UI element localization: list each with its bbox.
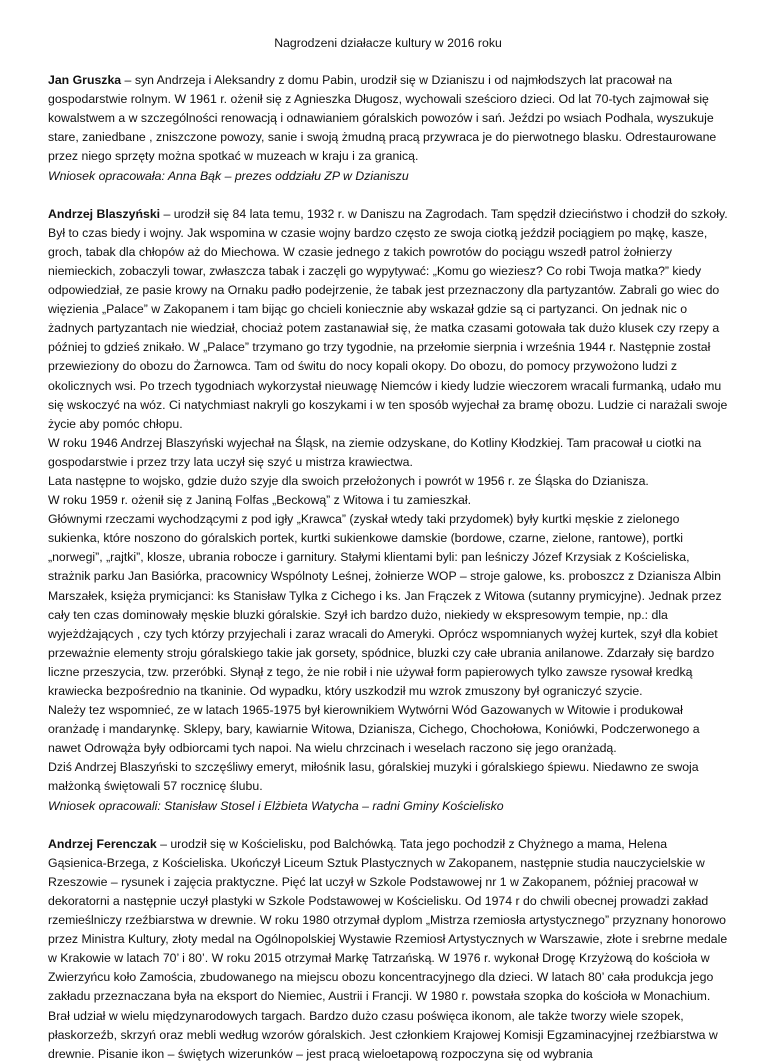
- application-author: Wniosek opracowali: Stanisław Stosel i Elżbieta Watycha – radni Gminy Kościelisko: [48, 798, 504, 813]
- entry-paragraph: Dziś Andrzej Blaszyński to szczęśliwy emeryt, miłośnik lasu, góralskiej muzyki i góralskiego śpiewu. Niedawno ze swoja małżonką świętowali 57 rocznicę ślubu.: [48, 760, 699, 794]
- award-entry-blaszynski: [48, 205, 728, 816]
- entry-paragraph: W roku 1946 Andrzej Blaszyński wyjechał na Śląsk, na ziemie odzyskane, do Kotliny Kłodzkiej. Tam pracował u ciotki na gospodarstwie i przez trzy lata uczył się szyć u mistrza krawiectwa.: [48, 435, 702, 469]
- entry-text: – urodził się w Kościelisku, pod Balchówką. Tata jego pochodził z Chyżnego a mama, Helena Gąsienica-Brzega, z Kościeliska. Ukończył Liceum Sztuk Plastycznych w Zakopanem, następnie studia nauczycielskie w Rzeszowie – rysunek i zajęcia praktyczne. Pięć lat uczył w Szkole Podstawowej nr 1 w Zakopanem, później pracował w dekoratorni a następnie uczył plastyki w Szkole Podstawowej w Kościelisku. Od 1974 r do chwili obecnej prowadzi zakład rzemieślniczy rzeźbiarstwa w drewnie. W roku 1980 otrzymał dyplom „Mistrza rzemiosła artystycznego” przyznany honorowo przez Ministra Kultury, złoty medal na Ogólnopolskiej Wystawie Rzemiosł Artystycznych w Warszawie, złote i srebrne medale w Krakowie w latach 70’ i 80’. W roku 2015 otrzymał Markę Tatrzańską. W 1976 r. wykonał Drogę Krzyżową do kościoła w Zwierzyńcu koło Zamościa, zbudowanego na miejscu obozu koncentracyjnego dla dzieci. W latach 80’ cała produkcja jego zakładu przeznaczana była na eksport do Niemiec, Austrii i Francji. W 1980 r. powstała szopka do kościoła w Monachium. Brał udział w wielu międzynarodowych targach. Bardzo dużo czasu poświęca ikonom, ale także tworzy wiele szopek, płaskorzeźb, skrzyń oraz mebli według wzorów góralskich. Jest członkiem Krajowej Komisji Egzaminacyjnej rzeźbiarstwa w drewnie. Pisanie ikon – świętych wizerunków – jest pracą wieloetapową rozpoczyna się od wybrania: [48, 836, 728, 1061]
- application-author: Wniosek opracowała: Anna Bąk – prezes oddziału ZP w Dzianiszu: [48, 168, 409, 183]
- entry-paragraph: Należy tez wspomnieć, ze w latach 1965-1975 był kierownikiem Wytwórni Wód Gazowanych w Witowie i produkował oranżadę i mandarynkę. Sklepy, bary, kawiarnie Witowa, Dzianisza, Cichego, Chochołowa, Koniówki, Podczerwonego a nawet Odrowąża były odbiorcami tych napoi. Na wielu chrzcinach i weselach raczono się jego oranżadą.: [48, 703, 700, 756]
- entry-paragraph: W roku 1959 r. ożenił się z Janiną Folfas „Beckową” z Witowa i tu zamieszkał.: [48, 493, 472, 508]
- award-entry-ferenczak: [48, 835, 728, 1064]
- laureate-name: Andrzej Blaszyński: [48, 206, 161, 221]
- entry-paragraph: [48, 205, 728, 434]
- laureate-name: Jan Gruszka: [48, 73, 122, 88]
- laureate-name: Andrzej Ferenczak: [48, 836, 157, 851]
- award-entry-gruszka: [48, 71, 728, 186]
- entry-paragraph: [48, 835, 728, 1064]
- entry-paragraph: [48, 71, 728, 166]
- entry-paragraph: Lata następne to wojsko, gdzie dużo szyje dla swoich przełożonych i powrót w 1956 r. ze Śląska do Dzianisza.: [48, 473, 649, 488]
- document-title: Nagrodzeni działacze kultury w 2016 roku: [274, 36, 502, 50]
- entry-text: – urodził się 84 lata temu, 1932 r. w Daniszu na Zagrodach. Tam spędził dzieciństwo i chodził do szkoły. Był to czas biedy i wojny. Jak wspomina w czasie wojny bardzo często ze swoja ciotką jeździł pociągiem po mąkę, kasze, groch, tabak dla chłopów aż do Miechowa. W czasie jednego z takich powrotów do pociągu wszedł patrol żołnierzy niemieckich, zobaczyli towar, zwłaszcza tabak i zaczęli go wypytywać: „Komu go wieziesz? Co robi Twoja matka?” kiedy odpowiedział, ze pasie krowy na Ornaku padło podejrzenie, że tabak jest przeznaczony dla partyzantów. Zabrali go wiec do więzienia „Palace” w Zakopanem i tam bijąc go chcieli koniecznie aby wskazał gdzie są ci partyzanci. On jednak nic o żadnych partyzantach nie wiedział, chociaż potem zastanawiał się, że matka czasami gotowała tak dużo klusek czy rzepy a później to gdzieś znikało. W „Palace” trzymano go trzy tygodnie, na przełomie sierpnia i września 1944 r. Następnie został przewieziony do obozu do Żarnowca. Tam od świtu do nocy kopali okopy. Do obozu, do pomocy przywożono ludzi z okolicznych wsi. Po trzech tygodniach wykorzystał nieuwagę Niemców i kiedy ludzie wieczorem wracali furmanką, udało mu się wskoczyć na wóz. Ci natychmiast nakryli go koszykami i w ten sposób wyjechał za bramę obozu. Ludzie ci narażali swoje życie aby pomóc chłopu.: [48, 206, 728, 431]
- entry-paragraph: Głównymi rzeczami wychodzącymi z pod igły „Krawca” (zyskał wtedy taki przydomek) były kurtki męskie z zielonego sukienka, które noszono do góralskich portek, kurtki sukienkowe damskie (bordowe, czarne, zielone, rantowe), portki „norwegi”, „rajtki”, klosze, ubrania robocze i garnitury. Stałymi klientami byli: pan leśniczy Józef Krzysiak z Kościeliska, strażnik parku Jan Basiórka, pracownicy Wspólnoty Leśnej, żołnierze WOP – stroje galowe, ks. proboszcz z Dzianisza Albin Marszałek, księża prymicjanci: ks Stanisław Tylka z Cichego i ks. Jan Frączek z Witowa (sutanny prymicyjne). Jednak przez cały ten czas dominowały męskie bluzki góralskie. Szył ich bardzo dużo, niekiedy w ekspresowym tempie, np.: dla wyjeżdżających , czy tych którzy przyjechali i zaraz wracali do Ameryki. Oprócz wspomnianych wyżej kurtek, szył dla kobiet przeważnie elementy stroju góralskiego takie jak gorsety, spódnice, bluzki czy całe ubrania anilanowe. Zdarzały się bardzo liczne przeszycia, tzw. przeróbki. Słynął z tego, że nie robił i nie używał form papierowych tylko zawsze rysował kredką krawiecka bezpośrednio na tkaninie. Od wypadku, który uszkodził mu wzrok zmuszony był ograniczyć szycie.: [48, 512, 722, 698]
- entry-text: – syn Andrzeja i Aleksandry z domu Pabin, urodził się w Dzianiszu i od najmłodszych lat pracował na gospodarstwie rolnym. W 1961 r. ożenił się z Agnieszka Długosz, wychowali sześcioro dzieci. Od lat 70-tych zajmował się kowalstwem a w szczególności renowacją i odnawianiem góralskich powozów i sań. Jeździ po wsiach Podhala, wyszukuje stare, zaniedbane , zniszczone powozy, sanie i swoją żmudną pracą przywraca je do pierwotnego blasku. Odrestaurowane przez niego sprzęty można spotkać w muzeach w kraju i za granicą.: [48, 73, 717, 164]
